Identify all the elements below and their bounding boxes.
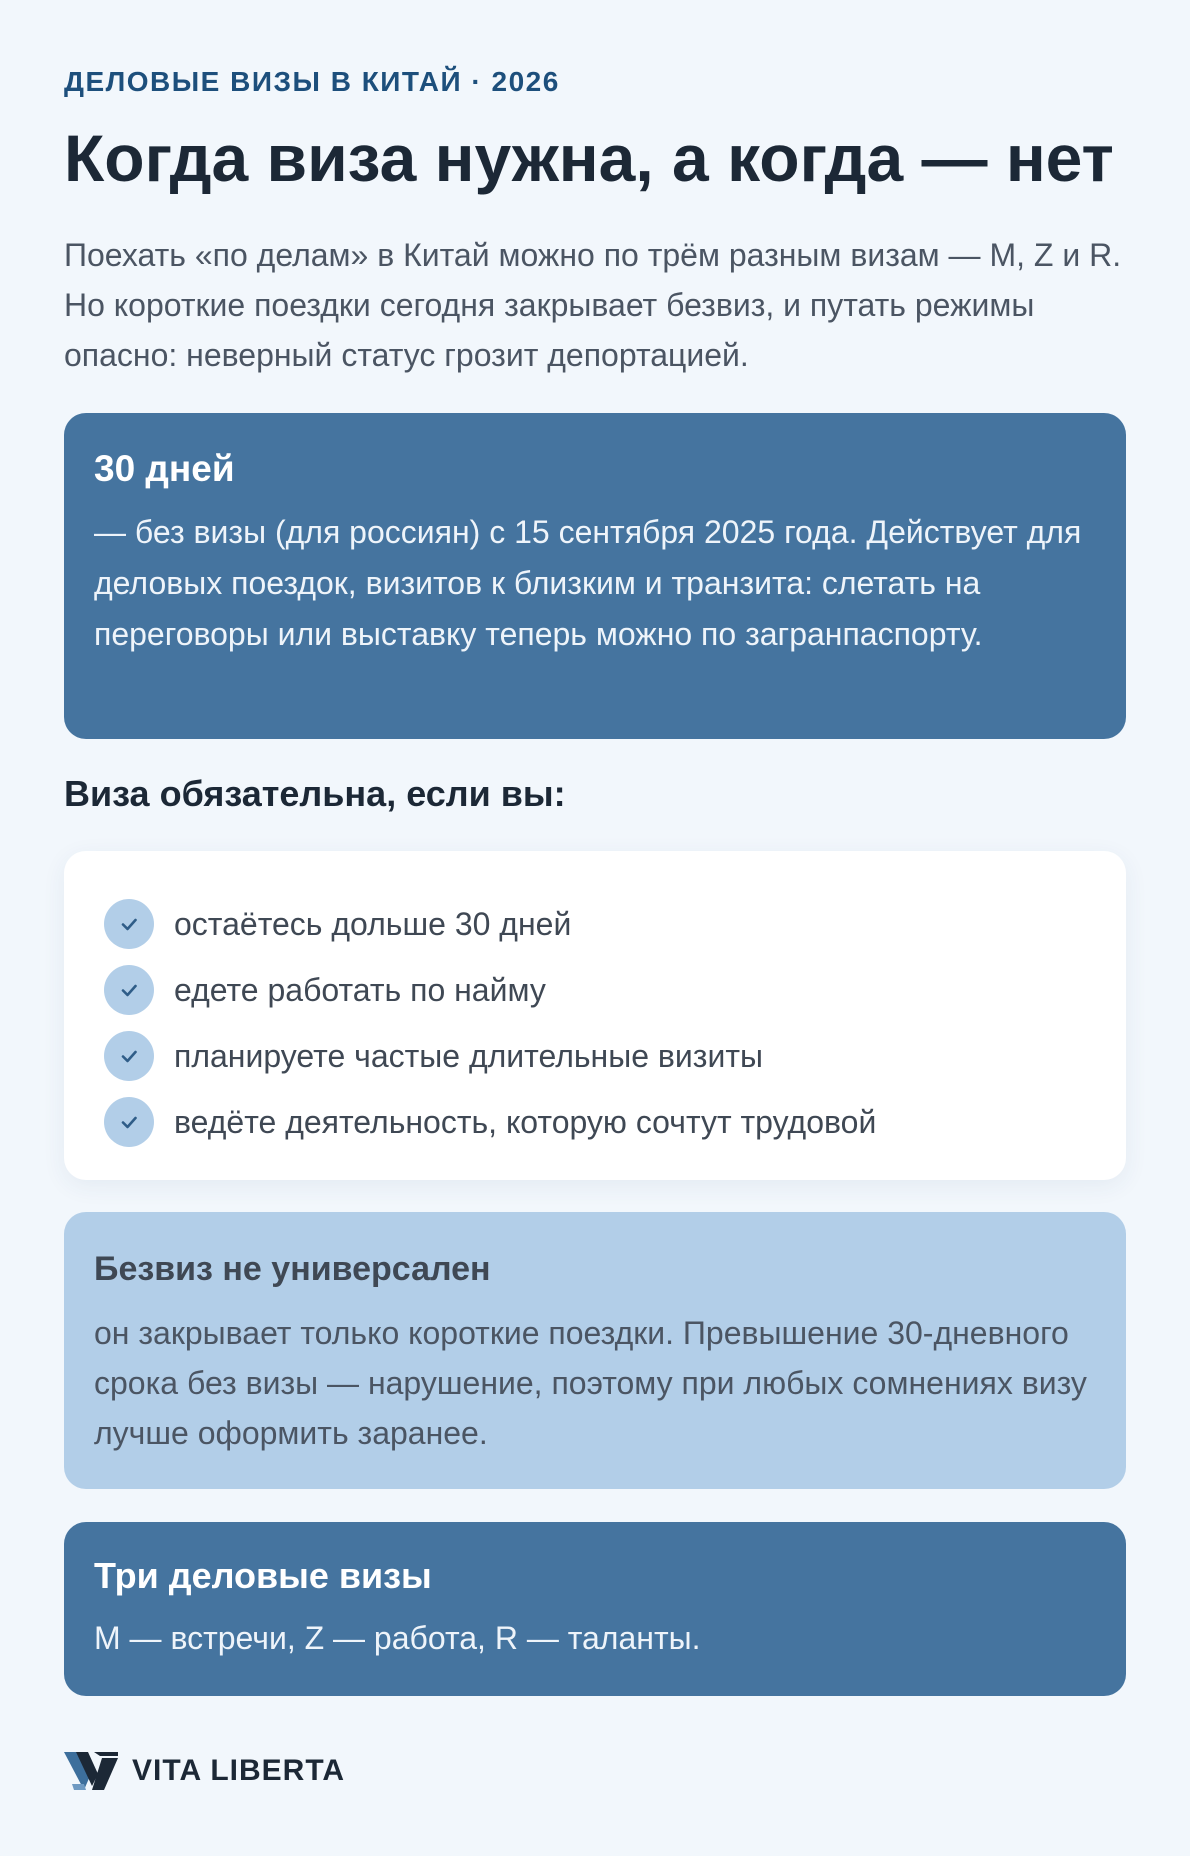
check-icon: [104, 1031, 154, 1081]
page-title: Когда виза нужна, а когда — нет: [64, 121, 1114, 195]
warning-card: [64, 1212, 1126, 1489]
lead-paragraph: Поехать «по делам» в Китай можно по трём разным визам — M, Z и R. Но короткие поездки сегодня закрывает безвиз, и путать режимы опасно: неверный статус грозит депортацией.: [64, 237, 1122, 373]
check-icon: [104, 1097, 154, 1147]
list-item: [104, 891, 1126, 957]
requirements-list: [64, 851, 1126, 1180]
check-icon: [104, 899, 154, 949]
visa-types-card-text: M — встречи, Z — работа, R — таланты.: [94, 1620, 701, 1656]
vita-liberta-logo-icon: [64, 1750, 118, 1792]
list-item: [104, 1023, 1126, 1089]
visa-types-card: [64, 1522, 1126, 1696]
list-item: [104, 957, 1126, 1023]
warning-card-text: он закрывает только короткие поездки. Превышение 30-дневного срока без визы — нарушение, поэтому при любых сомнениях визу лучше оформить заранее.: [94, 1315, 1087, 1451]
check-icon: [104, 965, 154, 1015]
visa-types-card-title: Три деловые визы: [94, 1555, 432, 1596]
visa-free-card-title: 30 дней: [94, 448, 235, 489]
list-item-text: остаётесь дольше 30 дней: [174, 905, 572, 942]
eyebrow-label: ДЕЛОВЫЕ ВИЗЫ В КИТАЙ · 2026: [64, 66, 560, 97]
visa-free-card: [64, 413, 1126, 739]
warning-card-title: Безвиз не универсален: [94, 1250, 491, 1288]
list-item-text: едете работать по найму: [174, 971, 546, 1008]
list-item-text: ведёте деятельность, которую сочтут трудовой: [174, 1103, 877, 1140]
requirements-heading: Виза обязательна, если вы:: [64, 773, 566, 814]
visa-free-card-text: — без визы (для россиян) с 15 сентября 2025 года. Действует для деловых поездок, визитов к близким и транзита: слетать на переговоры или выставку теперь можно по загранпаспорту.: [94, 514, 1082, 652]
brand-name: VITA LIBERTA: [132, 1754, 346, 1787]
list-item-text: планируете частые длительные визиты: [174, 1037, 763, 1074]
list-item: [104, 1089, 1126, 1155]
brand: [64, 1750, 345, 1792]
